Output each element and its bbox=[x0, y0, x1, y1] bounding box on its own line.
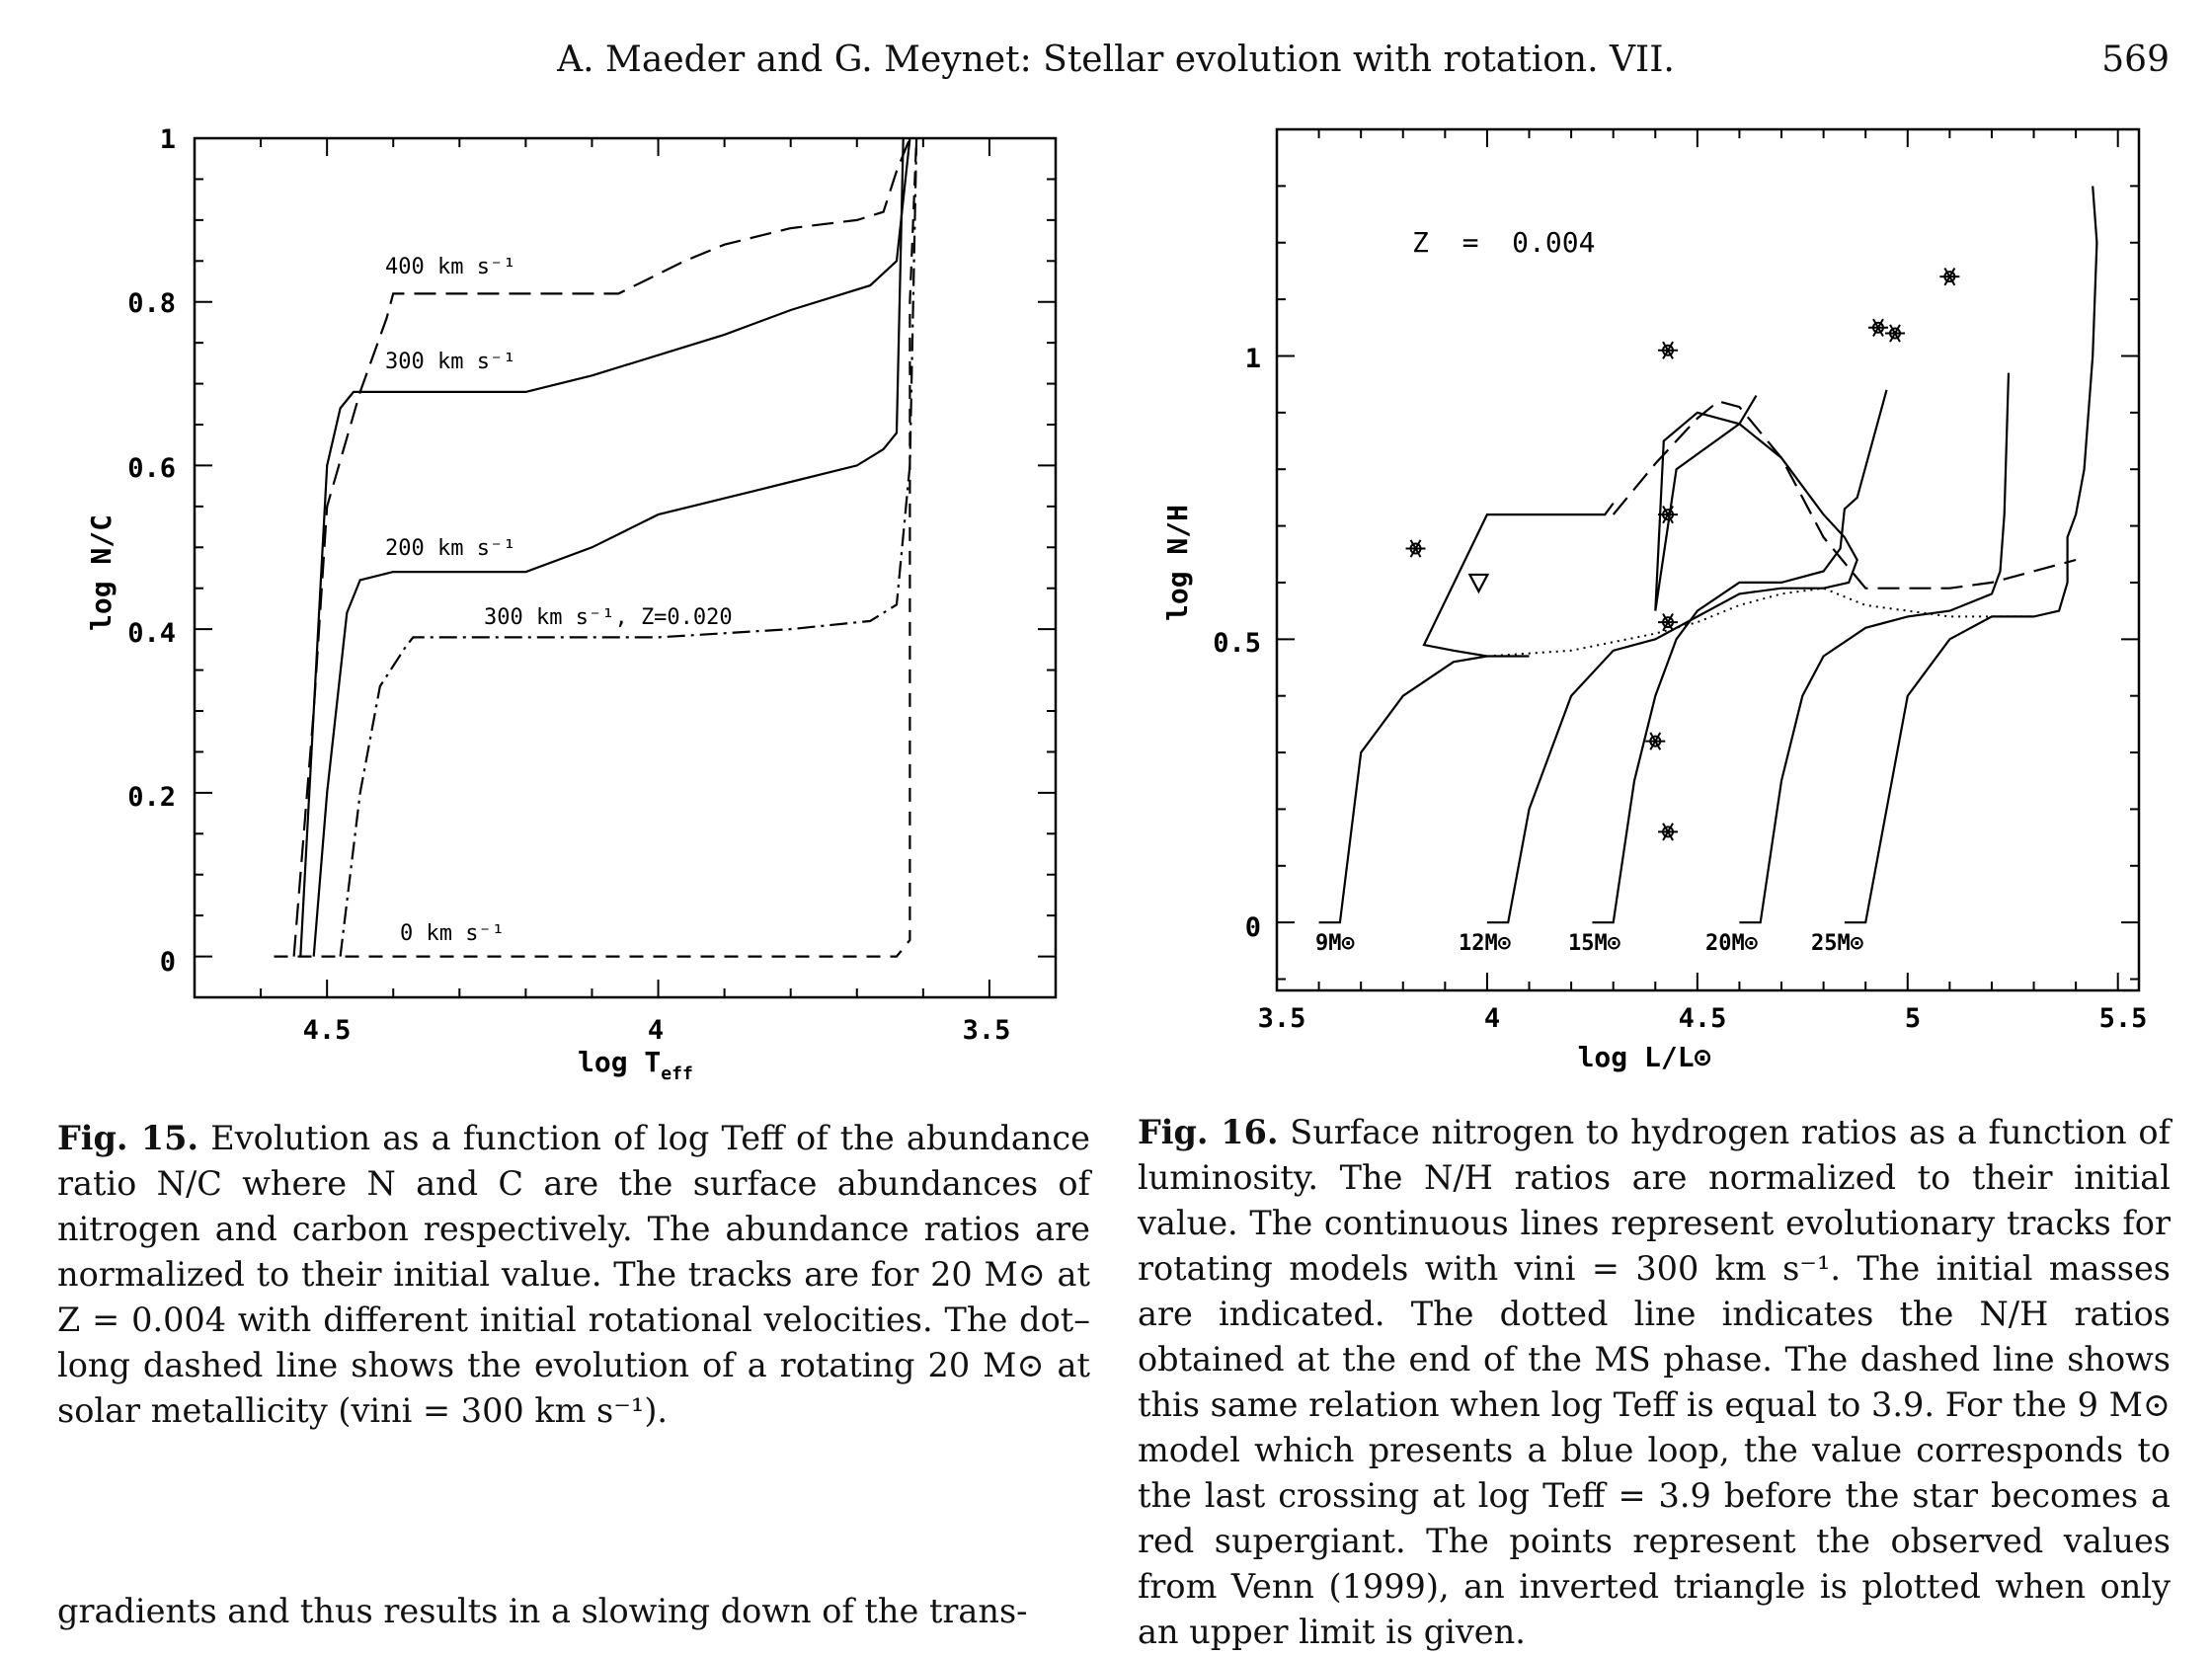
mass-label-20: 20M⊙ bbox=[1705, 931, 1758, 956]
observed-star-marker bbox=[1868, 319, 1888, 336]
fig16-curves bbox=[1319, 186, 2097, 922]
end-of-ms-dotted-line bbox=[1487, 589, 2034, 657]
fig15-curve-labels bbox=[385, 255, 733, 946]
figure-16-caption-text: Surface nitrogen to hydrogen ratios as a function of luminosity. The N/H ratios are normalized to their initial value. The continuous lines represent evolutionary tracks for rotating models with vini = 300 km s⁻¹. The initial masses are indicated. The dotted line indicates the N/H ratios obtained at the end of the MS phase. The dashed line shows this same relation when log Teff is equal to 3.9. For the 9 M⊙ model which presents a blue loop, the value corresponds to the last crossing at log Teff = 3.9 before the star becomes a red supergiant. The points represent the observed values from Venn (1999), an inverted triangle is plotted when only an upper limit is given. bbox=[1138, 1113, 2171, 1651]
running-header: A. Maeder and G. Meynet: Stellar evolution with rotation. VII. bbox=[557, 39, 1675, 80]
figure-15-caption bbox=[57, 1116, 1090, 1434]
upper-limit-triangle-marker bbox=[1469, 575, 1487, 591]
mass-label-25: 25M⊙ bbox=[1811, 931, 1863, 956]
fig16-y-axis-label: log N/H bbox=[1161, 504, 1194, 622]
observed-star-marker bbox=[1406, 540, 1426, 557]
fig16-ytick-label: 0.5 bbox=[1213, 628, 1261, 659]
observed-star-marker bbox=[1658, 824, 1678, 840]
fig15-ytick-label: 0.2 bbox=[127, 782, 176, 813]
fig16-xtick-label: 4.5 bbox=[1678, 1003, 1727, 1034]
fig16-xtick-label: 5 bbox=[1904, 1003, 1922, 1034]
mass-label-9: 9M⊙ bbox=[1315, 931, 1355, 956]
fig15-tick-labels bbox=[127, 124, 1010, 1046]
track-15-msun bbox=[1592, 390, 1886, 922]
fig16-xtick-label: 4 bbox=[1483, 1003, 1501, 1034]
curve-label-0: 0 km s⁻¹ bbox=[400, 921, 505, 946]
figure-16-chart bbox=[1096, 0, 2212, 1086]
fig16-plot-frame bbox=[1277, 129, 2139, 990]
figure-15-chart bbox=[0, 0, 1086, 1086]
observed-star-marker bbox=[1658, 342, 1678, 358]
curve-label-300-z020: 300 km s⁻¹, Z=0.020 bbox=[484, 605, 733, 630]
fig16-metallicity-annotation: Z = 0.004 bbox=[1412, 226, 1596, 259]
fig15-xlabel-main: log T bbox=[578, 1046, 662, 1078]
track-12-msun bbox=[1487, 396, 1857, 923]
fig15-curves bbox=[275, 138, 917, 957]
fig15-ytick-label: 0.4 bbox=[127, 618, 176, 649]
fig16-ticks bbox=[1277, 129, 2139, 990]
observed-star-marker bbox=[1885, 325, 1905, 342]
fig16-xtick-label: 5.5 bbox=[2098, 1003, 2148, 1034]
fig15-xlabel-sub: eff bbox=[661, 1064, 693, 1084]
fig16-ytick-label: 0 bbox=[1244, 912, 1261, 943]
figure-15-caption-label: Fig. 15. bbox=[57, 1119, 199, 1157]
fig15-ytick-label: 0.6 bbox=[127, 453, 176, 484]
fig16-mass-labels bbox=[1315, 931, 1863, 956]
fig16-xtick-label: 3.5 bbox=[1257, 1003, 1306, 1034]
page-number: 569 bbox=[2101, 39, 2170, 80]
fig15-ytick-label: 1 bbox=[159, 124, 176, 155]
fig15-xtick-label: 4.5 bbox=[302, 1015, 352, 1046]
figure-15-caption-text: Evolution as a function of log Teff of the abundance ratio N/C where N and C are the surface abundances of nitrogen and carbon respectively. The abundance ratios are normalized to their initial value. The tracks are for 20 M⊙ at Z = 0.004 with different initial rotational velocities. The dot–long dashed line shows the evolution of a rotating 20 M⊙ at solar metallicity (vini = 300 km s⁻¹). bbox=[57, 1119, 1090, 1430]
fig15-ytick-label: 0 bbox=[159, 947, 176, 978]
fig15-x-axis-label bbox=[578, 1046, 693, 1084]
fig16-x-axis-label: log L/L⊙ bbox=[1577, 1041, 1711, 1073]
track-9-msun bbox=[1319, 504, 1614, 923]
curve-label-200: 200 km s⁻¹ bbox=[385, 536, 516, 561]
fig16-ytick-label: 1 bbox=[1244, 344, 1261, 374]
mass-label-15: 15M⊙ bbox=[1568, 931, 1620, 956]
fig15-ytick-label: 0.8 bbox=[127, 288, 176, 319]
observed-star-marker bbox=[1645, 733, 1665, 749]
series-0-kms bbox=[275, 138, 917, 957]
fig15-y-axis-label: log N/C bbox=[85, 513, 118, 632]
fig15-xtick-label: 4 bbox=[647, 1015, 665, 1046]
body-text-fragment: gradients and thus results in a slowing down of the trans- bbox=[57, 1592, 1028, 1630]
figure-16-caption-label: Fig. 16. bbox=[1138, 1113, 1279, 1151]
curve-label-400: 400 km s⁻¹ bbox=[385, 255, 516, 279]
observed-star-marker bbox=[1939, 268, 1959, 284]
track-25-msun bbox=[1845, 186, 2096, 922]
figure-16-caption bbox=[1138, 1110, 2171, 1655]
fig15-xtick-label: 3.5 bbox=[962, 1015, 1011, 1046]
curve-label-300: 300 km s⁻¹ bbox=[385, 350, 516, 374]
mass-label-12: 12M⊙ bbox=[1459, 931, 1511, 956]
fig16-points bbox=[1406, 268, 1960, 840]
